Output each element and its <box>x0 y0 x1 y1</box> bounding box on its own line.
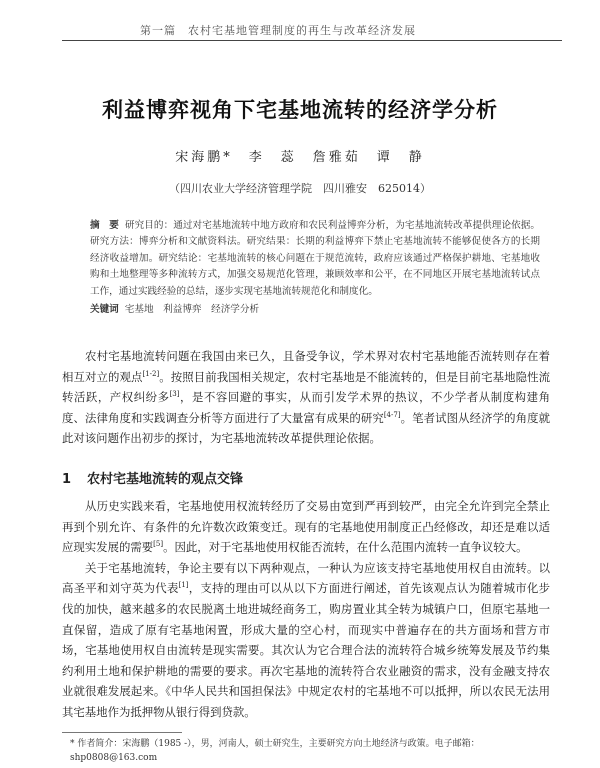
body-paragraph <box>62 496 550 558</box>
footnote-rule <box>62 732 182 733</box>
citation: [1-2] <box>142 369 160 378</box>
paragraph-text: 。因此，对于宅基地使用权能否流转，在什么范围内流转一直争议较大。 <box>163 540 528 555</box>
body-paragraph <box>62 558 550 723</box>
keywords <box>90 302 540 318</box>
paragraph-text: 从历史实践来看，宅基地使用权流转经历了交易由宽到严再到较严，由完全允许到完全禁止再到个别允许、有条件的允许数次政策变迁。现有的宅基地使用制度正凸经修改，却还是难以适应现实发展的需要 <box>62 499 550 555</box>
paper-title: 利益博弈视角下宅基地流转的经济学分析 <box>102 98 498 122</box>
keywords-text: 宅基地 利益博弈 经济学分析 <box>124 304 260 316</box>
running-header: 第一篇 农村宅基地管理制度的再生与改革经济发展 <box>140 24 416 37</box>
affiliation: （四川农业大学经济管理学院 四川雅安 625014） <box>169 182 431 195</box>
paragraph-text: ，支持的理由可以从以下方面进行阐述，首先该观点认为随着城市化步伐的加快，越来越多的农民脱离土地进城经商务工，购房置业其全转为城镇户口，但原宅基地一直保留，造成了原有宅基地闲置，形成大量的空心村，而现实中普遍存在的共方面场和营方市场，宅基地使用权自由流转是现实需要。其次认为它合理合法的流转符合城乡统筹发展及节约集约利用土地和保护耕地的需要的要求。再次宅基地的流转符合农业融资的需求，没有金融支持农业就很难发展起来。《中华人民共和国担保法》中规定农村的宅基地不可以抵押，所以农民无法用其宅基地作为抵押物从银行得到贷款。 <box>62 581 550 719</box>
paragraph-text: 关于宅基地流转，争论主要有以下两种观点，一种认为应该支持宅基地使用权自由流转。以高圣平和刘守英为代表 <box>62 560 550 596</box>
intro-section <box>62 346 550 449</box>
keywords-label: 关键词 <box>90 304 119 316</box>
intro-text-1: 农村宅基地流转问题在我国由来已久，且备受争议，学术界对农村宅基地能否流转则存在着相互对立的观点 <box>62 349 550 384</box>
abstract-text: 研究目的：通过对宅基地流转中地方政府和农民利益博弈分析，为宅基地流转改革提供理论依据。研究方法：博弈分析和文献资料法。研究结果：长期的利益博弈下禁止宅基地流转不能够促使各方的长期经济收益增加。研究结论：宅基地流转的核心问题在于规范流转，政府应该通过严格保护耕地、宅基地收购和土地整理等多种流转方式，加强交易规范化管理，兼顾效率和公平，在不同地区开展宅基地流转试点工作，通过实践经验的总结，逐步实现宅基地流转规范化和制度化。 <box>90 220 541 297</box>
intro-paragraph <box>62 346 550 449</box>
author-list: 宋海鹏* 李 蕊 詹雅茹 谭 静 <box>175 150 425 165</box>
intro-text-2: 。按照目前我国相关规定，农村宅基地是不能流转的，但是目前宅基地隐性流转活跃，产权纠纷多 <box>62 369 550 405</box>
citation: [4-7] <box>383 410 401 419</box>
footnote: * 作者简介：宋海鹏（1985 -），男，河南人，硕士研究生，主要研究方向土地经济与政策。电子邮箱：shp0808@163.com <box>70 739 480 763</box>
abstract-block <box>90 218 540 318</box>
citation: [1] <box>178 581 189 590</box>
section-heading <box>62 468 243 487</box>
section-title: 农村宅基地流转的观点交锋 <box>87 472 244 487</box>
section-number: 1 <box>62 472 72 487</box>
section-1-body <box>62 496 550 723</box>
citation: [3] <box>169 390 180 399</box>
intro-text-3: ，是不容回避的事实，从而引发学术界的热议，不少学者从制度构建角度、法律角度和实践调查分析等方面进行了大量富有成果的研究 <box>62 390 550 425</box>
header-rule <box>62 40 562 41</box>
intro-text-4: 。笔者试图从经济学的角度就此对该问题作出初步的探讨，为宅基地流转改革提供理论依据。 <box>62 410 550 446</box>
abstract-label: 摘 要 <box>90 220 119 231</box>
citation: [5] <box>153 540 164 549</box>
abstract <box>90 218 540 300</box>
